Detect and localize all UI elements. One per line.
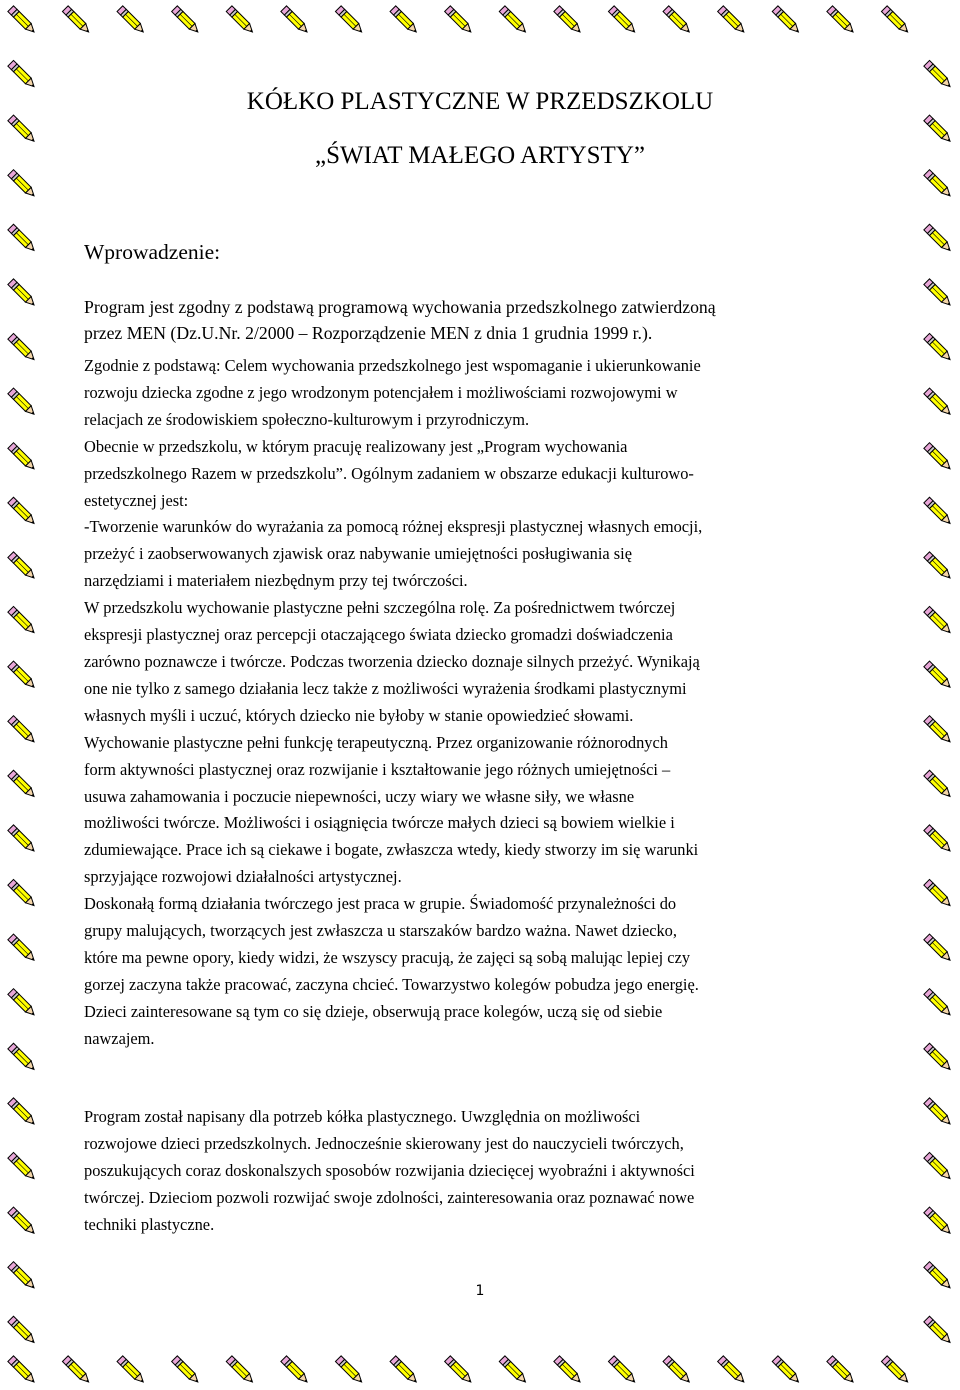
pencil-icon bbox=[924, 606, 953, 635]
text-line: przeżyć i zaobserwowanych zjawisk oraz nabywanie umiejętności posługiwania się bbox=[84, 544, 632, 564]
introduction-body bbox=[84, 353, 868, 1053]
text-line: nawzajem. bbox=[84, 1028, 155, 1048]
pencil-icon bbox=[335, 6, 364, 35]
pencil-icon bbox=[827, 1356, 856, 1385]
pencil-icon bbox=[924, 115, 953, 144]
pencil-icon bbox=[924, 825, 953, 854]
pencil-icon bbox=[924, 934, 953, 963]
text-line: usuwa zahamowania i poczucie niepewności, uczy wiary we własne siły, we własne bbox=[84, 786, 635, 806]
text-line: W przedszkolu wychowanie plastyczne pełni szczególna rolę. Za pośrednictwem twórczej bbox=[84, 598, 676, 618]
pencil-icon bbox=[827, 6, 856, 35]
pencil-icon bbox=[281, 1356, 310, 1385]
pencil-icon bbox=[924, 1316, 953, 1345]
pencil-icon bbox=[924, 333, 953, 362]
pencil-icon bbox=[8, 224, 37, 253]
text-line: poszukujących coraz doskonalszych sposobów rozwijania dziecięcej wyobraźni i aktywności bbox=[84, 1161, 695, 1180]
pencil-icon bbox=[8, 770, 37, 799]
pencil-icon bbox=[8, 606, 37, 635]
text-line: rozwojowe dzieci przedszkolnych. Jednocześnie skierowany jest do nauczycieli twórczych, bbox=[84, 1134, 684, 1153]
pencil-icon bbox=[924, 443, 953, 472]
pencil-icon bbox=[8, 1098, 37, 1127]
pencil-icon bbox=[390, 6, 419, 35]
pencil-icon bbox=[924, 1207, 953, 1236]
program-basis-paragraph bbox=[84, 295, 868, 347]
text-line: zdumiewające. Prace ich są ciekawe i bogate, zwłaszcza wtedy, kiedy stworzy im się warunki bbox=[84, 840, 699, 860]
pencil-icon bbox=[772, 1356, 801, 1385]
program-purpose-paragraph bbox=[84, 1103, 868, 1238]
text-line: Doskonałą formą działania twórczego jest praca w grupie. Świadomość przynależności do bbox=[84, 894, 677, 914]
pencil-icon bbox=[499, 1356, 528, 1385]
pencil-icon bbox=[8, 388, 37, 417]
pencil-icon bbox=[62, 1356, 91, 1385]
text-line: przedszkolnego Razem w przedszkolu”. Ogólnym zadaniem w obszarze edukacji kulturowo- bbox=[84, 463, 694, 483]
pencil-icon bbox=[924, 388, 953, 417]
pencil-icon bbox=[718, 1356, 747, 1385]
pencil-icon bbox=[445, 1356, 474, 1385]
pencil-icon bbox=[663, 6, 692, 35]
text-line: Obecnie w przedszkolu, w którym pracuję realizowany jest „Program wychowania bbox=[84, 436, 628, 456]
text-line: sprzyjające rozwojowi działalności artystycznej. bbox=[84, 867, 402, 887]
pencil-icon bbox=[62, 6, 91, 35]
pencil-icon bbox=[8, 1043, 37, 1072]
pencil-icon bbox=[172, 6, 201, 35]
text-line: rozwoju dziecka zgodne z jego wrodzonym potencjałem i możliwościami rozwojowymi w bbox=[84, 382, 678, 402]
document-title: KÓŁKO PLASTYCZNE W PRZEDSZKOLU bbox=[246, 88, 714, 115]
pencil-icon bbox=[499, 6, 528, 35]
pencil-icon bbox=[924, 1043, 953, 1072]
pencil-icon bbox=[718, 6, 747, 35]
text-line: przez MEN (Dz.U.Nr. 2/2000 – Rozporządzenie MEN z dnia 1 grudnia 1999 r.). bbox=[84, 322, 653, 343]
text-line: Dzieci zainteresowane są tym co się dzieje, obserwują prace kolegów, uczą się od siebie bbox=[84, 1001, 663, 1021]
pencil-icon bbox=[608, 6, 637, 35]
pencil-icon bbox=[924, 497, 953, 526]
pencil-icon bbox=[8, 989, 37, 1018]
text-line: które ma pewne opory, kiedy widzi, że wszyscy pracują, że zajęci są sobą malując lepiej czy bbox=[84, 947, 691, 967]
text-line: grupy malujących, tworzących jest zwłaszcza u starszaków bardzo ważna. Nawet dziecko, bbox=[84, 921, 677, 941]
document-subtitle: „ŚWIAT MAŁEGO ARTYSTY” bbox=[315, 142, 645, 169]
pencil-icon bbox=[663, 1356, 692, 1385]
pencil-icon bbox=[8, 552, 37, 581]
pencil-icon bbox=[8, 1316, 37, 1345]
pencil-icon bbox=[924, 879, 953, 908]
pencil-icon bbox=[881, 6, 910, 35]
pencil-icon bbox=[8, 6, 37, 35]
pencil-icon bbox=[117, 1356, 146, 1385]
pencil-icon bbox=[924, 170, 953, 199]
text-line: one nie tylko z samego działania lecz także z możliwości wyrażenia środkami plastycznymi bbox=[84, 678, 687, 698]
pencil-icon bbox=[924, 1098, 953, 1127]
pencil-icon bbox=[924, 716, 953, 745]
pencil-icon bbox=[281, 6, 310, 35]
pencil-icon bbox=[8, 333, 37, 362]
pencil-icon bbox=[924, 552, 953, 581]
pencil-icon bbox=[8, 716, 37, 745]
pencil-icon bbox=[8, 497, 37, 526]
pencil-icon bbox=[8, 879, 37, 908]
pencil-icon bbox=[8, 279, 37, 308]
pencil-icon bbox=[924, 1152, 953, 1181]
text-line: Program jest zgodny z podstawą programową wychowania przedszkolnego zatwierdzoną bbox=[84, 297, 716, 317]
text-line: twórczej. Dzieciom pozwoli rozwijać swoje zdolności, zainteresowania oraz poznawać nowe bbox=[84, 1188, 695, 1207]
pencil-icon bbox=[8, 825, 37, 854]
text-line: form aktywności plastycznej oraz rozwijanie i kształtowanie jego różnych umiejętności – bbox=[84, 759, 671, 779]
page-number: 1 bbox=[475, 1283, 485, 1299]
text-line: narzędziami i materiałem niezbędnym przy tej twórczości. bbox=[84, 571, 468, 591]
pencil-icon bbox=[8, 170, 37, 199]
text-line: relacjach ze środowiskiem społeczno-kulturowym i przyrodniczym. bbox=[84, 409, 530, 429]
pencil-icon bbox=[8, 443, 37, 472]
pencil-icon bbox=[8, 661, 37, 690]
pencil-icon bbox=[445, 6, 474, 35]
text-line: gorzej zaczyna także pracować, zaczyna chcieć. Towarzystwo kolegów pobudza jego energię. bbox=[84, 974, 699, 994]
pencil-icon bbox=[924, 1262, 953, 1291]
pencil-icon bbox=[554, 6, 583, 35]
pencil-icon bbox=[8, 934, 37, 963]
text-line: Program został napisany dla potrzeb kółka plastycznego. Uwzględnia on możliwości bbox=[84, 1107, 641, 1126]
pencil-icon bbox=[924, 770, 953, 799]
pencil-icon bbox=[335, 1356, 364, 1385]
text-line: -Tworzenie warunków do wyrażania za pomocą różnej ekspresji plastycznej własnych emocji, bbox=[84, 517, 703, 537]
text-line: zarówno poznawcze i twórcze. Podczas tworzenia dziecko doznaje silnych przeżyć. Wynikają bbox=[84, 651, 700, 671]
pencil-icon bbox=[8, 1262, 37, 1291]
pencil-icon bbox=[924, 60, 953, 89]
pencil-icon bbox=[554, 1356, 583, 1385]
pencil-icon bbox=[881, 1356, 910, 1385]
pencil-icon bbox=[226, 6, 255, 35]
text-line: estetycznej jest: bbox=[84, 490, 189, 510]
text-line: możliwości twórcze. Możliwości i osiągnięcia twórcze małych dzieci są bowiem wielkie i bbox=[84, 813, 675, 833]
pencil-icon bbox=[772, 6, 801, 35]
text-line: techniki plastyczne. bbox=[84, 1215, 215, 1234]
pencil-icon bbox=[608, 1356, 637, 1385]
pencil-icon bbox=[390, 1356, 419, 1385]
intro-heading: Wprowadzenie: bbox=[84, 240, 221, 264]
text-line: Zgodnie z podstawą: Celem wychowania przedszkolnego jest wspomaganie i ukierunkowanie bbox=[84, 356, 701, 375]
text-line: Wychowanie plastyczne pełni funkcję terapeutyczną. Przez organizowanie różnorodnych bbox=[84, 732, 668, 752]
pencil-icon bbox=[172, 1356, 201, 1385]
pencil-icon bbox=[8, 1207, 37, 1236]
text-line: ekspresji plastycznej oraz percepcji otaczającego świata dziecko gromadzi doświadczenia bbox=[84, 625, 673, 645]
pencil-icon bbox=[924, 989, 953, 1018]
pencil-icon bbox=[924, 661, 953, 690]
pencil-icon bbox=[226, 1356, 255, 1385]
pencil-icon bbox=[8, 115, 37, 144]
pencil-icon bbox=[8, 1152, 37, 1181]
pencil-icon bbox=[924, 279, 953, 308]
pencil-icon bbox=[117, 6, 146, 35]
pencil-icon bbox=[8, 1356, 37, 1385]
pencil-icon bbox=[924, 224, 953, 253]
text-line: własnych myśli i uczuć, których dziecko nie byłoby w stanie opowiedzieć słowami. bbox=[84, 705, 634, 725]
pencil-icon bbox=[8, 60, 37, 89]
